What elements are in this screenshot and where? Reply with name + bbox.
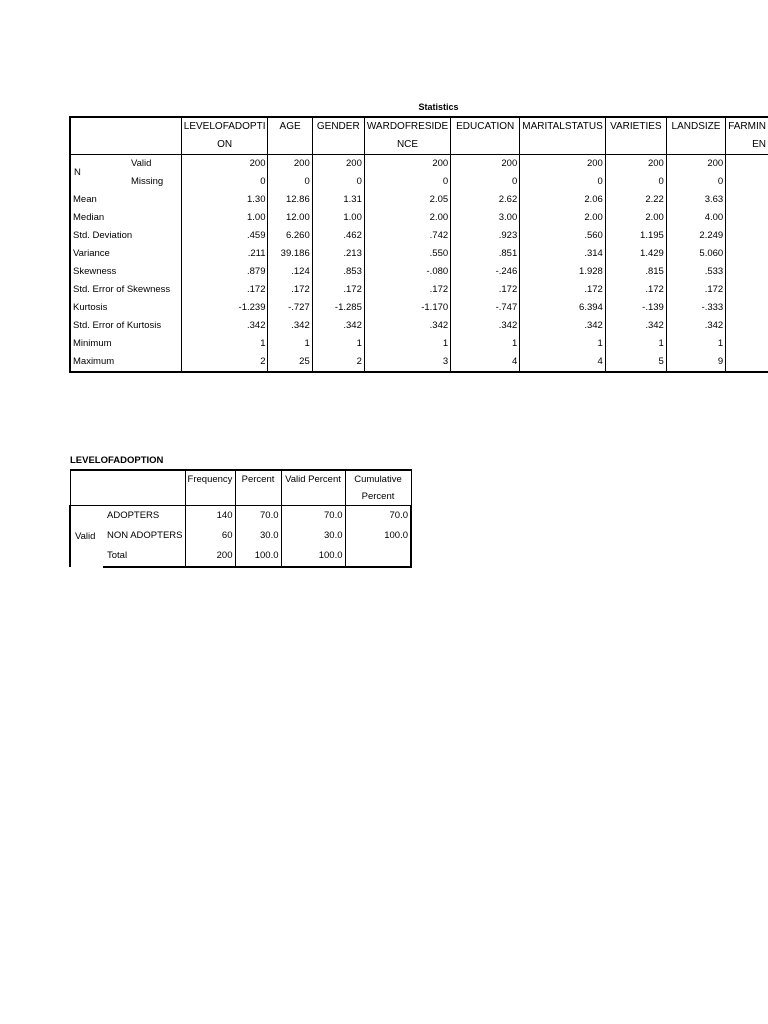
frequency-title: LEVELOFADOPTION	[70, 455, 164, 466]
stat-value: .342	[605, 317, 666, 335]
stat-value: .560	[520, 227, 606, 245]
category-label: Total	[103, 546, 185, 567]
stat-value: .342	[312, 317, 364, 335]
stat-value: 0	[605, 173, 666, 191]
stat-value: -.333	[666, 299, 725, 317]
column-header: MARITALSTATUS	[520, 117, 606, 136]
statistics-corner-cell	[70, 117, 181, 136]
stat-value: 1.00	[181, 209, 268, 227]
column-header-wrap	[451, 136, 520, 155]
stat-value: 9	[666, 353, 725, 372]
column-header: LEVELOFADOPTI	[181, 117, 268, 136]
stat-value: -.727	[268, 299, 312, 317]
stat-value-clipped	[726, 317, 768, 335]
column-header-wrap	[520, 136, 606, 155]
stat-value: .172	[268, 281, 312, 299]
stat-value: 1.31	[312, 191, 364, 209]
stat-value: 200	[312, 155, 364, 174]
stat-value: 1	[312, 335, 364, 353]
stat-value: 1	[666, 335, 725, 353]
stat-value: .550	[364, 245, 450, 263]
stat-row-kurtosis	[70, 299, 768, 317]
stat-value-clipped	[726, 173, 768, 191]
percent-value: 30.0	[235, 526, 281, 546]
stat-value: .459	[181, 227, 268, 245]
frequency-table	[69, 469, 412, 568]
stat-value: 2	[181, 353, 268, 372]
stat-value: .172	[312, 281, 364, 299]
stat-value: 2.06	[520, 191, 606, 209]
frequency-value: 60	[185, 526, 235, 546]
stat-value: 1.30	[181, 191, 268, 209]
row-label: Kurtosis	[70, 299, 181, 317]
stat-value: 0	[451, 173, 520, 191]
stat-value: .533	[666, 263, 725, 281]
stat-value: 2.00	[520, 209, 606, 227]
stat-value: 39.186	[268, 245, 312, 263]
stat-value: 2.00	[364, 209, 450, 227]
frequency-header-row-2	[70, 488, 411, 506]
row-label: Skewness	[70, 263, 181, 281]
stat-value-clipped	[726, 209, 768, 227]
row-sublabel: Missing	[131, 176, 164, 187]
stat-value: 5.060	[666, 245, 725, 263]
stat-row-se-kurtosis	[70, 317, 768, 335]
stat-value: -.246	[451, 263, 520, 281]
valid-label: Valid	[70, 506, 103, 568]
statistics-table	[69, 116, 768, 373]
n-label: N	[74, 167, 81, 178]
stat-row-std-deviation	[70, 227, 768, 245]
stat-row-se-skewness	[70, 281, 768, 299]
column-header-wrap	[312, 136, 364, 155]
stat-value: 1.928	[520, 263, 606, 281]
stat-value-clipped	[726, 155, 768, 174]
cumulative-percent-value: 100.0	[345, 526, 411, 546]
stat-value: .923	[451, 227, 520, 245]
column-header: VARIETIES	[605, 117, 666, 136]
column-header-wrap: EN	[726, 136, 768, 155]
column-header: Valid Percent	[281, 470, 345, 488]
stat-value: 1.00	[312, 209, 364, 227]
stat-value: 200	[451, 155, 520, 174]
column-header-wrap	[185, 488, 235, 506]
stat-value: 1	[268, 335, 312, 353]
stat-value: .172	[451, 281, 520, 299]
row-label: Mean	[70, 191, 181, 209]
category-label: ADOPTERS	[107, 510, 160, 521]
row-label: Median	[70, 209, 181, 227]
stat-value: .172	[666, 281, 725, 299]
stat-value: 2.22	[605, 191, 666, 209]
stat-value: .124	[268, 263, 312, 281]
column-header-wrap	[268, 136, 312, 155]
frequency-row-adopters	[70, 506, 411, 527]
stat-row-median	[70, 209, 768, 227]
stat-value: 4.00	[666, 209, 725, 227]
stat-value: 3.63	[666, 191, 725, 209]
stat-value: 0	[666, 173, 725, 191]
stat-row-mean	[70, 191, 768, 209]
column-header: GENDER	[312, 117, 364, 136]
stat-value: 1	[364, 335, 450, 353]
stat-row-minimum	[70, 335, 768, 353]
stat-value: 1.429	[605, 245, 666, 263]
column-header: Cumulative	[345, 470, 411, 488]
stat-value-clipped	[726, 281, 768, 299]
category-label: NON ADOPTERS	[107, 530, 183, 541]
column-header-wrap: Percent	[345, 488, 411, 506]
stat-value-clipped	[726, 191, 768, 209]
stat-value: .742	[364, 227, 450, 245]
stat-value: 4	[451, 353, 520, 372]
stat-value: .851	[451, 245, 520, 263]
stat-value-clipped	[726, 335, 768, 353]
stat-value: .172	[181, 281, 268, 299]
stat-value: 6.260	[268, 227, 312, 245]
stat-value: 12.86	[268, 191, 312, 209]
stat-value: .342	[666, 317, 725, 335]
column-header: WARDOFRESIDE	[364, 117, 450, 136]
valid-percent-value: 30.0	[281, 526, 345, 546]
stat-value: .213	[312, 245, 364, 263]
cumulative-percent-value	[345, 546, 411, 567]
stat-value: 1.195	[605, 227, 666, 245]
stat-row-n-valid	[70, 155, 768, 174]
stat-value: 200	[520, 155, 606, 174]
valid-percent-value: 100.0	[281, 546, 345, 567]
stat-value: 200	[605, 155, 666, 174]
stat-value: .172	[520, 281, 606, 299]
frequency-value: 140	[185, 506, 235, 527]
stat-value: -1.285	[312, 299, 364, 317]
column-header-wrap	[605, 136, 666, 155]
valid-percent-value: 70.0	[281, 506, 345, 527]
stat-value-clipped	[726, 245, 768, 263]
stat-value: 2.249	[666, 227, 725, 245]
column-header: FARMIN	[726, 117, 768, 136]
stat-value-clipped	[726, 299, 768, 317]
column-header-wrap: ON	[181, 136, 268, 155]
stat-value-clipped	[726, 263, 768, 281]
stat-value: 200	[666, 155, 725, 174]
stat-value: 200	[268, 155, 312, 174]
column-header-wrap	[666, 136, 725, 155]
stat-value: .879	[181, 263, 268, 281]
row-sublabel: Valid	[131, 158, 152, 169]
stat-value: -.080	[364, 263, 450, 281]
stat-value: 200	[181, 155, 268, 174]
stat-value: 0	[520, 173, 606, 191]
stat-value: 3	[364, 353, 450, 372]
stat-value: 1	[181, 335, 268, 353]
statistics-header-row	[70, 117, 768, 136]
stat-row-skewness	[70, 263, 768, 281]
stat-value: 6.394	[520, 299, 606, 317]
n-label-cell	[70, 155, 181, 192]
stat-value: .342	[520, 317, 606, 335]
stat-value: 3.00	[451, 209, 520, 227]
stat-row-variance	[70, 245, 768, 263]
row-label: Std. Error of Skewness	[70, 281, 181, 299]
column-header-wrap	[235, 488, 281, 506]
stat-value: .853	[312, 263, 364, 281]
stat-value: 1	[605, 335, 666, 353]
row-label: Maximum	[70, 353, 181, 372]
column-header: Frequency	[185, 470, 235, 488]
percent-value: 70.0	[235, 506, 281, 527]
row-label: Variance	[70, 245, 181, 263]
row-label: Std. Deviation	[70, 227, 181, 245]
stat-value: 0	[181, 173, 268, 191]
stat-value: 5	[605, 353, 666, 372]
stat-value: 4	[520, 353, 606, 372]
stat-value: 2.62	[451, 191, 520, 209]
stat-value-clipped	[726, 227, 768, 245]
stat-value: .815	[605, 263, 666, 281]
stat-value: 1	[520, 335, 606, 353]
stat-value: .342	[181, 317, 268, 335]
stat-value: -.139	[605, 299, 666, 317]
stat-value: .211	[181, 245, 268, 263]
statistics-corner-cell	[70, 136, 181, 155]
stat-value: 0	[364, 173, 450, 191]
percent-value: 100.0	[235, 546, 281, 567]
stat-value: -.747	[451, 299, 520, 317]
column-header: Percent	[235, 470, 281, 488]
stat-value: 0	[312, 173, 364, 191]
row-label: Std. Error of Kurtosis	[70, 317, 181, 335]
column-header: AGE	[268, 117, 312, 136]
stat-value: .462	[312, 227, 364, 245]
column-header: LANDSIZE	[666, 117, 725, 136]
stat-row-maximum	[70, 353, 768, 372]
column-header-wrap	[281, 488, 345, 506]
statistics-header-row-2	[70, 136, 768, 155]
column-header: EDUCATION	[451, 117, 520, 136]
stat-value: .342	[364, 317, 450, 335]
stat-value: 0	[268, 173, 312, 191]
frequency-corner-cell	[70, 488, 185, 506]
statistics-title: Statistics	[418, 102, 459, 112]
stat-value: 200	[364, 155, 450, 174]
stat-value-clipped	[726, 353, 768, 372]
column-header-wrap: NCE	[364, 136, 450, 155]
stat-value: 2	[312, 353, 364, 372]
frequency-value: 200	[185, 546, 235, 567]
stat-value: 12.00	[268, 209, 312, 227]
stat-value: -1.239	[181, 299, 268, 317]
frequency-header-row	[70, 470, 411, 488]
frequency-row-total	[70, 546, 411, 567]
stat-value: .342	[268, 317, 312, 335]
stat-value: 25	[268, 353, 312, 372]
row-label: Minimum	[70, 335, 181, 353]
stat-value: -1.170	[364, 299, 450, 317]
stat-value: .172	[605, 281, 666, 299]
stat-value: .342	[451, 317, 520, 335]
stat-value: 1	[451, 335, 520, 353]
cumulative-percent-value: 70.0	[345, 506, 411, 527]
stat-value: 2.00	[605, 209, 666, 227]
stat-value: 2.05	[364, 191, 450, 209]
stat-value: .172	[364, 281, 450, 299]
stat-value: .314	[520, 245, 606, 263]
frequency-row-non-adopters	[70, 526, 411, 546]
frequency-corner-cell	[70, 470, 185, 488]
